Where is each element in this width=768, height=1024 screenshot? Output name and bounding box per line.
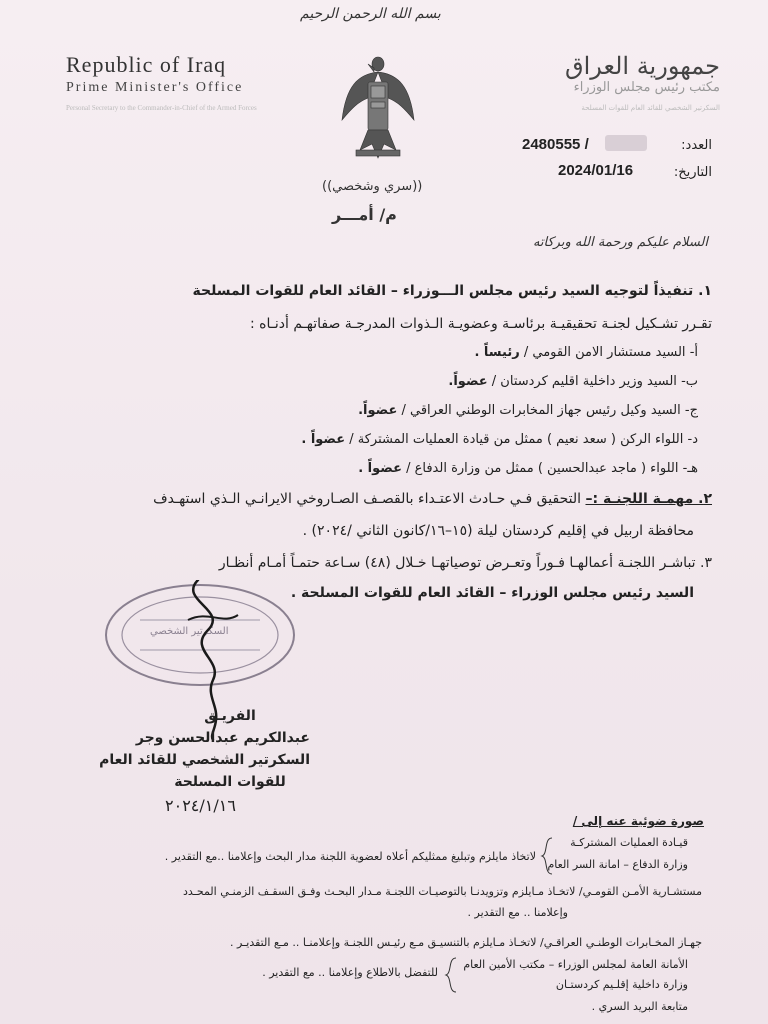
member-item [358,461,698,476]
copy-recipient-nsa-2: وإعلامنا .. مع التقدير . [467,906,568,919]
member-text: السيد مستشار الامن القومي / [523,345,686,360]
ar-country-title: جمهورية العراق [564,52,720,80]
member-text: اللواء الركن ( سعد نعيم ) ممثل من قيادة العمليات المشتركة / [349,432,684,447]
copy-recipient-nsa: مستشـارية الأمـن القومـي/ لاتخـاذ مـايلزم وتزويدنـا بالتوصيـات اللجنـة مـدار البحـث وفـق السقـف الزمنـي المحـدد [182,885,702,898]
member-letter: ج- [684,403,698,418]
order-subject: م/ أمـــر [332,205,397,224]
copy-recipient: الأمانة العامة لمجلس الوزراء – مكتب الأمين العام [463,958,688,971]
member-role: رئيساً . [474,345,520,360]
member-role: عضواً . [358,461,402,476]
copy-recipient: وزارة داخلية إقلـيم كردستـان [555,978,688,991]
date-label: التاريخ: [673,165,712,180]
ar-office-title: مكتب رئيس مجلس الوزراء [573,80,720,95]
member-item [358,403,698,418]
member-letter: ب- [681,374,698,389]
copy-recipient: وزارة الدفاع – امانة السر العام [547,858,688,871]
classification-label: ((سري وشخصي)) [322,179,423,194]
iraq-eagle-emblem-icon [338,50,418,162]
member-role: عضواً. [358,403,398,418]
member-letter: أ- [689,345,698,360]
signer-name: عبدالكريم عبدالحسن وجر [135,730,310,746]
paragraph-2-label: ٢. مهمـة اللجنـة :– [585,491,712,507]
stamp-text: السكرتير الشخصي [150,626,229,637]
copy-note: للتفضل بالاطلاع وإعلامنا .. مع التقدير . [262,966,438,979]
paragraph-2-line-1 [153,491,712,507]
en-office-title: Prime Minister's Office [66,80,244,95]
brace-icon [444,956,458,994]
member-item [474,345,698,360]
member-role: عضواً . [301,432,346,447]
signer-rank: الفريـق [204,708,256,724]
en-office-subtitle: Personal Secretary to the Commander-in-Chief of the Armed Forces [66,104,257,112]
member-item [301,432,698,447]
redaction-mark [605,135,647,151]
copy-recipient: قيـادة العمليات المشتركـة [570,836,688,849]
member-letter: د- [687,432,698,447]
number-label: العدد: [681,138,712,153]
member-text: السيد وزير داخلية اقليم كردستان / [491,374,677,389]
member-letter: هـ- [682,461,698,476]
paragraph-2-line-2: محافظة اربيل في إقليم كردستان ليلة (١٥–١٦/كانون الثاني /٢٠٢٤) . [302,523,694,539]
member-text: السيد وكيل رئيس جهاز المخابرات الوطني العراقي / [401,403,681,418]
paragraph-1-line-2: تقـرر تشـكيل لجنـة تحقيقيـة برئاسـة وعضويـة الـذوات المدرجـة صفاتهـم أدنـاه : [249,316,712,332]
brace-icon [540,836,554,876]
handwritten-date: ٢٠٢٤/١/١٦ [165,796,236,815]
signer-title: السكرتير الشخصي للقائد العام [99,752,310,768]
copy-mail: متابعة البريد السري . [591,1000,688,1013]
document-number: 2480555 / [522,136,589,153]
en-country-title: Republic of Iraq [66,52,227,77]
paragraph-1-line-1: ١. تنفيذاً لتوجيه السيد رئيس مجلس الـــوزراء – القائد العام للقوات المسلحة [192,283,712,299]
greeting: السلام عليكم ورحمة الله وبركاته [532,235,708,250]
member-text: اللواء ( ماجد عبدالحسين ) ممثل من وزارة الدفاع / [406,461,679,476]
copy-recipient-intel: جهـاز المخـابرات الوطنـي العراقـي/ لاتخـاذ مـايلزم بالتنسيـق مـع رئيـس اللجنـة وإعلامنـا .. مـع التقديـر . [230,936,702,949]
copies-heading: صورة ضوئية عنه إلى / [572,814,704,828]
copy-note: لاتخاذ مايلزم وتبليغ ممثليكم أعلاه لعضوية اللجنة مدار البحث وإعلامنا ..مع التقدير . [164,850,536,863]
paragraph-2-text: التحقيق فـي حـادث الاعتـداء بالقصـف الصـاروخي الايرانـي الـذي استهـدف [153,491,582,507]
basmala: بسم الله الرحمن الرحيم [300,6,441,22]
signer-title-2: للقوات المسلحة [174,774,286,790]
ar-office-subtitle: السكرتير الشخصي للقائد العام للقوات المسلحة [581,104,720,112]
member-item [448,374,698,389]
paragraph-3-line-2: السيد رئيس مجلس الوزراء – القائد العام للقوات المسلحة . [290,585,694,601]
paragraph-3-line-1: ٣. تباشـر اللجنـة أعمالهـا فـوراً وتعـرض توصياتهـا خـلال (٤٨) سـاعة حتمـاً أمـام أنظـار [218,555,712,571]
document-date: 2024/01/16 [558,162,634,179]
member-role: عضواً. [448,374,488,389]
